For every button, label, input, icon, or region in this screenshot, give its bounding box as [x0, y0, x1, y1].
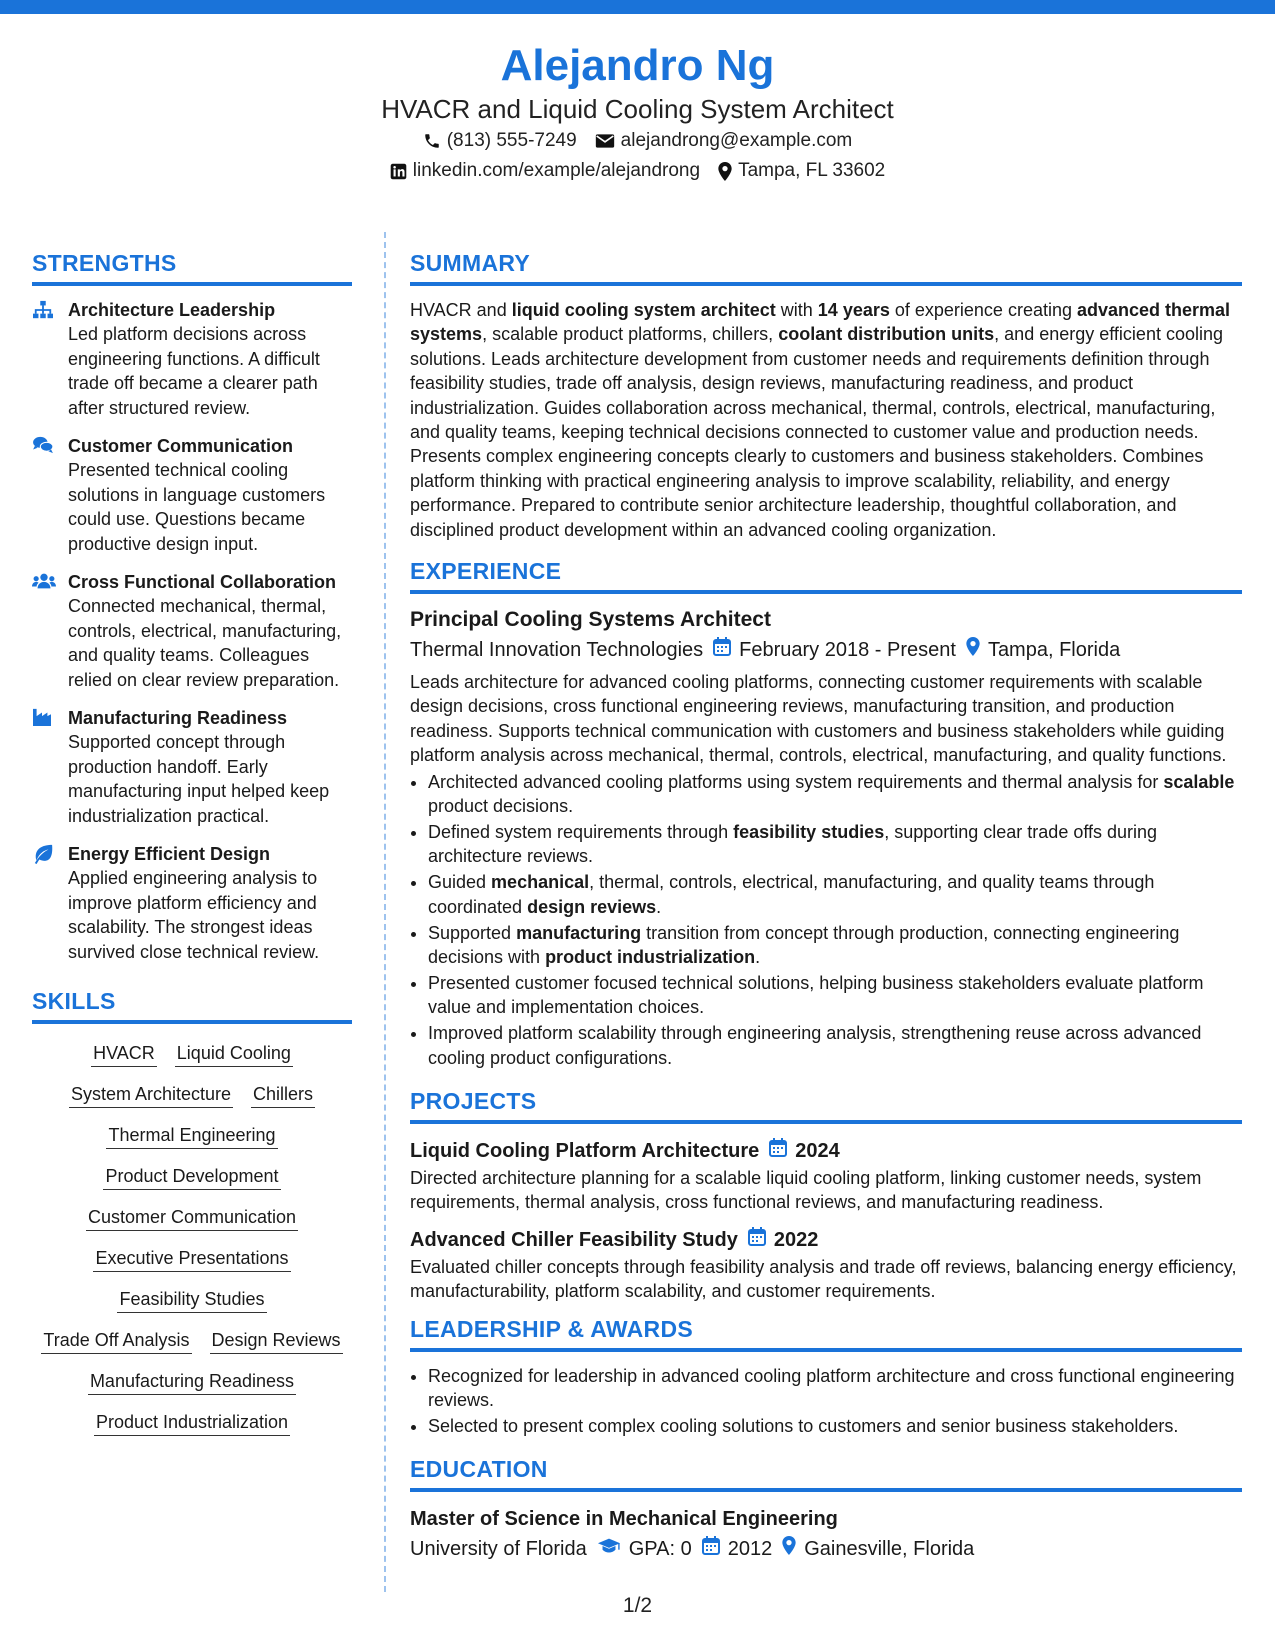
list-item: • Recognized for leadership in advanced cooling platform architecture and cross functional engineering reviews.: [428, 1364, 1242, 1413]
summary-segment: of experience creating: [889, 300, 1077, 320]
phone-item: [423, 126, 577, 156]
strengths-heading: STRENGTHS: [32, 248, 352, 286]
strength-desc: Presented technical cooling solutions in language customers could use. Questions became productive design input.: [68, 460, 326, 554]
right-column: [410, 248, 1242, 1564]
awards-list: [410, 1364, 1242, 1439]
summary-segment: coolant distribution units: [778, 324, 995, 345]
location-text: Tampa, Florida: [987, 639, 1121, 662]
email-text[interactable]: alejandrong@example.com: [620, 130, 853, 151]
strength-name: Architecture Leadership: [68, 300, 276, 320]
sitemap-icon: [32, 298, 56, 420]
project-desc: Evaluated chiller concepts through feasibility analysis and trade off reviews, balancing energy efficiency, manufacturability, platform scalability, and customer requirements.: [410, 1256, 1237, 1302]
skill-tag: Thermal Engineering: [106, 1122, 277, 1149]
skill-row: [86, 1204, 298, 1231]
skills-list: [32, 1040, 352, 1450]
strength-desc: Connected mechanical, thermal, controls, electrical, manufacturing, and quality teams. Colleagues relied on clear review preparation.: [68, 596, 342, 690]
summary-segment: liquid cooling system architect: [511, 300, 776, 320]
list-item: • Presented customer focused technical solutions, helping business stakeholders evaluate platform value and implementation choices.: [428, 971, 1242, 1020]
email-item[interactable]: [595, 126, 853, 156]
calendar-icon: [748, 1225, 766, 1255]
summary-segment: , and energy efficient cooling solutions. Leads architecture development from customer needs and requirements definition through feasibility studies, trade off analysis, design reviews, manufacturing readiness, and product industrialization. Guides collaboration across mechanical, thermal, controls, electrical, manufacturing, and quality teams, keeping technical decisions connected to customer value and production needs. Presents complex engineering concepts clearly to customers and business stakeholders. Combines platform thinking with practical engineering analysis to improve scalability, reliability, and energy performance. Prepared to contribute senior architecture leadership, thoughtful collaboration, and disciplined product development within an advanced cooling organization.: [410, 324, 1223, 540]
contact-line-1: [0, 126, 1275, 156]
summary-text: [410, 298, 1242, 542]
strength-item: [32, 570, 352, 692]
project-year-text: 2024: [795, 1140, 840, 1163]
skill-tag: Design Reviews: [210, 1327, 343, 1354]
top-accent-bar: [0, 0, 1275, 14]
education-location: [782, 1534, 974, 1564]
candidate-title: HVACR and Liquid Cooling System Architect: [381, 94, 894, 124]
contact-line-2: [0, 156, 1275, 186]
map-pin-icon: [718, 162, 732, 181]
strength-item: [32, 434, 352, 556]
year-text: 2012: [727, 1538, 773, 1561]
linkedin-icon: [390, 163, 407, 180]
skill-tag: Manufacturing Readiness: [88, 1368, 296, 1395]
job-bullets: [410, 770, 1242, 1070]
skill-row: [117, 1286, 266, 1313]
job-title: Principal Cooling Systems Architect: [410, 608, 771, 632]
comments-icon: [32, 434, 56, 556]
experience-heading: EXPERIENCE: [410, 556, 1242, 594]
left-column: [32, 248, 352, 1450]
skill-tag: Chillers: [251, 1081, 315, 1108]
map-pin-icon: [782, 1534, 796, 1564]
job-description: Leads architecture for advanced cooling platforms, connecting customer requirements with scalable design decisions, cross functional engineering reviews, manufacturing transition, and production readiness. Supports technical communication with customers and business stakeholders while guiding platform analysis across mechanical, thermal, controls, electrical, manufacturing, and quality functions.: [410, 672, 1227, 766]
list-item: • Selected to present complex cooling solutions to customers and senior business stakeholders.: [428, 1414, 1242, 1438]
candidate-name: Alejandro Ng: [500, 41, 775, 90]
summary-segment: with: [775, 300, 818, 320]
map-pin-icon: [966, 634, 980, 666]
industry-icon: [32, 706, 56, 828]
graduation-cap-icon: [597, 1534, 621, 1564]
summary-segment: advanced thermal systems: [410, 300, 1231, 345]
list-item: • Architected advanced cooling platforms using system requirements and thermal analysis for scalable product decisions.: [428, 770, 1242, 819]
skill-row: [93, 1245, 290, 1272]
phone-text: (813) 555-7249: [446, 130, 577, 151]
column-divider: [384, 232, 386, 1592]
phone-icon: [423, 132, 441, 150]
project-title: Advanced Chiller Feasibility Study: [410, 1228, 738, 1251]
project-title-row: [410, 1136, 1242, 1166]
calendar-icon: [702, 1534, 720, 1564]
strength-desc: Supported concept through production handoff. Early manufacturing input helped keep industrialization practical.: [68, 732, 330, 826]
degree: Master of Science in Mechanical Engineering: [410, 1508, 838, 1531]
page-number: 1/2: [622, 1594, 653, 1617]
skill-row: [88, 1368, 296, 1395]
education-meta: [410, 1534, 1242, 1564]
location-text: Gainesville, Florida: [804, 1538, 975, 1561]
location-item: [718, 156, 885, 186]
calendar-icon: [713, 634, 731, 666]
awards-heading: LEADERSHIP & AWARDS: [410, 1314, 1242, 1352]
school-name: University of Florida: [410, 1538, 587, 1561]
users-icon: [32, 570, 56, 692]
summary-segment: 14 years: [817, 300, 890, 320]
job-location: [966, 634, 1120, 666]
list-item: • Guided mechanical, thermal, controls, electrical, manufacturing, and quality teams through coordinated design reviews.: [428, 870, 1242, 919]
skill-tag: HVACR: [91, 1040, 157, 1067]
skill-row: [103, 1163, 280, 1190]
education-year: [702, 1534, 773, 1564]
strength-name: Manufacturing Readiness: [68, 708, 288, 728]
skill-tag: Product Development: [103, 1163, 280, 1190]
skill-row: [69, 1081, 315, 1108]
leaf-icon: [32, 842, 56, 964]
skill-row: [91, 1040, 293, 1067]
strength-item: [32, 706, 352, 828]
company-name: Thermal Innovation Technologies: [410, 639, 704, 662]
linkedin-text[interactable]: linkedin.com/example/alejandrong: [412, 160, 701, 181]
strength-desc: Applied engineering analysis to improve platform efficiency and scalability. The strongest ideas survived close technical review.: [68, 868, 320, 962]
skill-tag: Feasibility Studies: [117, 1286, 266, 1313]
skill-row: [106, 1122, 277, 1149]
envelope-icon: [595, 133, 615, 149]
skill-tag: Liquid Cooling: [175, 1040, 293, 1067]
skill-tag: Customer Communication: [86, 1204, 298, 1231]
summary-segment: HVACR and: [410, 300, 512, 320]
project-year: [748, 1225, 819, 1255]
summary-segment: , scalable product platforms, chillers,: [482, 324, 779, 345]
project-year: [769, 1136, 840, 1166]
skill-row: [41, 1327, 342, 1354]
project-desc: Directed architecture planning for a scalable liquid cooling platform, linking customer needs, system requirements, thermal analysis, cross functional reviews, and manufacturing readiness.: [410, 1168, 1202, 1213]
skill-tag: Executive Presentations: [93, 1245, 290, 1272]
list-item: • Improved platform scalability through engineering analysis, strengthening reuse across advanced cooling product configurations.: [428, 1021, 1242, 1070]
job-meta: [410, 634, 1242, 666]
resume-header: [0, 40, 1275, 186]
list-item: • Supported manufacturing transition from concept through production, connecting engineering decisions with product industrialization.: [428, 921, 1242, 970]
skill-row: [94, 1409, 290, 1436]
strength-item: [32, 298, 352, 420]
strength-name: Cross Functional Collaboration: [68, 572, 337, 592]
project-title: Liquid Cooling Platform Architecture: [410, 1140, 760, 1163]
skill-tag: System Architecture: [69, 1081, 233, 1108]
project-title-row: [410, 1225, 1242, 1255]
list-item: • Defined system requirements through feasibility studies, supporting clear trade offs during architecture reviews.: [428, 820, 1242, 869]
calendar-icon: [769, 1136, 787, 1166]
dates-text: February 2018 - Present: [739, 639, 956, 662]
summary-heading: SUMMARY: [410, 248, 1242, 286]
education-heading: EDUCATION: [410, 1454, 1242, 1492]
strength-name: Energy Efficient Design: [68, 844, 271, 864]
skill-tag: Trade Off Analysis: [41, 1327, 191, 1354]
strength-desc: Led platform decisions across engineering functions. A difficult trade off became a clearer path after structured review.: [68, 324, 320, 418]
gpa: [597, 1534, 692, 1564]
projects-heading: PROJECTS: [410, 1086, 1242, 1124]
skill-tag: Product Industrialization: [94, 1409, 290, 1436]
job-dates: [713, 634, 956, 666]
gpa-text: GPA: 0: [628, 1538, 692, 1561]
linkedin-item[interactable]: [390, 156, 700, 186]
location-text: Tampa, FL 33602: [738, 160, 886, 181]
strength-name: Customer Communication: [68, 436, 294, 456]
strength-item: [32, 842, 352, 964]
skills-heading: SKILLS: [32, 986, 352, 1024]
project-year-text: 2022: [773, 1228, 819, 1251]
